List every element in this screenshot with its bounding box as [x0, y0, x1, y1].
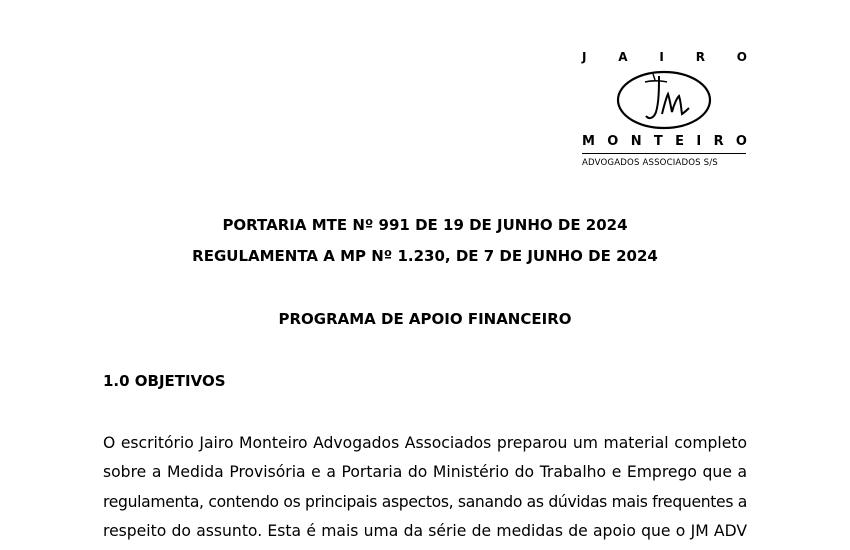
section-heading: 1.0 OBJETIVOS: [103, 372, 226, 390]
logo-subtitle: ADVOGADOS ASSOCIADOS S/S: [582, 158, 718, 168]
logo-letter: T: [653, 134, 663, 149]
logo-letter: I: [659, 50, 664, 64]
document-title-line-2: REGULAMENTA A MP Nº 1.230, DE 7 DE JUNHO DE 2024: [192, 247, 658, 265]
paragraph-line: O escritório Jairo Monteiro Advogados Associados preparou um material completo: [103, 434, 747, 452]
paragraph-line: regulamenta, contendo os principais aspectos, sanando as dúvidas mais frequentes a: [103, 492, 747, 511]
program-title: PROGRAMA DE APOIO FINANCEIRO: [278, 310, 572, 328]
logo-letter: N: [630, 134, 642, 149]
logo-letter: O: [736, 50, 747, 64]
paragraph-line: respeito do assunto. Esta é mais uma da série de medidas de apoio que o JM ADV: [103, 521, 747, 540]
logo-letter: R: [713, 134, 724, 149]
jm-monogram-icon: [615, 68, 713, 130]
logo-letter: O: [607, 134, 619, 149]
logo-letter: M: [582, 134, 595, 149]
company-logo: [582, 50, 747, 172]
logo-letter: J: [582, 50, 587, 64]
body-paragraph: [103, 429, 747, 546]
logo-letter: R: [695, 50, 705, 64]
paragraph-line: sobre a Medida Provisória e a Portaria do Ministério do Trabalho e Emprego que a: [103, 463, 747, 482]
document-title-line-1: PORTARIA MTE Nº 991 DE 19 DE JUNHO DE 2024: [222, 216, 628, 234]
logo-letter: O: [735, 134, 747, 149]
logo-divider: [582, 153, 746, 154]
logo-letter: I: [696, 134, 702, 149]
logo-letter: A: [618, 50, 628, 64]
logo-letter: E: [675, 134, 685, 149]
logo-top-letters: [582, 50, 747, 64]
logo-bottom-letters: [582, 135, 747, 149]
